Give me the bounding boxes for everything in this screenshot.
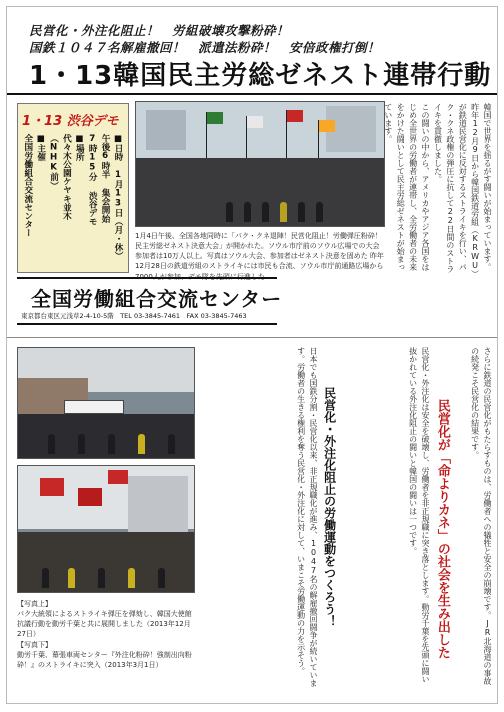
slogan-line-2: 国鉄１０４７名解雇撤回！ 派遣法粉砕！ 安倍政権打倒！ (29, 40, 381, 55)
rally-photo-top (135, 101, 385, 227)
caption-label-upper: 【写真上】 (17, 600, 52, 608)
top-photo-caption-text: 1月4日午後、全国各地同時に「パク・クネ退陣！民営化阻止！労働弾圧粉砕！民主労総ゼネスト決意大会」が開かれた。ソウル市庁前のソウル広場での大会参加者は10万人以上。写真はソウル大会、参加者はゼネスト決意を固めた (135, 232, 382, 261)
main-title: 1・13韓国民主労総ゼネスト連帯行動 (29, 61, 492, 91)
bottom-photo-caption (17, 599, 195, 689)
heading-privatization: 民営化が「命よりカネ」の社会を生み出した (434, 399, 450, 659)
org-address: 東京都台東区元浅草2-4-10-5階 TEL 03-3845-7461 FAX 03-3845-7463 (21, 312, 247, 320)
event-time: 午後6時半 集会開始 (100, 134, 111, 223)
article-top-paragraph-2: この闘いの中から、アメリカやアジア各国をはじめ全世界の労働者が連帯し、全労働者の未来をかけた闘いとして民主労総ゼネストが始まっています。 (383, 103, 431, 271)
org-name: 全国労働組合交流センター (31, 287, 283, 311)
article-bottom-body-middle (341, 347, 431, 689)
article-bottom-paragraph-1: 日本でも国鉄分割・民営化以来、非正規職化が進み、1047名の解雇撤回闘争が続いています。労働者の生きる権利を奪う民営化・外注化に対して、いまこそ労働運動の力を示そう。 (296, 347, 318, 687)
org-banner (17, 277, 283, 325)
caption-text-lower: 動労千葉、幕張車両センター『外注化粉砕！強制出向粉砕！』のストライキに突入（2013年3月1日） (17, 650, 192, 669)
event-details (21, 134, 124, 268)
top-photo-caption (135, 231, 385, 281)
embassy-protest-photo (17, 347, 195, 459)
event-host-name: 全国労働組合交流センター (22, 134, 33, 238)
event-host-heading: ■主催 (35, 134, 46, 162)
article-bottom-body-left (201, 347, 319, 689)
caption-text-upper: パク大統領によるストライキ弾圧を弾劾し、韓国大使館抗議行動を動労千葉と共に展開しました（2013年12月27日） (17, 610, 192, 639)
event-place-1: 代々木公園ケヤキ並木 (61, 134, 72, 220)
event-box (17, 103, 129, 273)
top-photo-caption-text-2: 昨年12月28日の鉄道労組のストライキには市民も合流、ソウル市庁前通路広場から7000人が参加、デモ隊を先頭に行進した (135, 252, 384, 281)
event-demo-time: 7時15分 渋谷デモ (87, 134, 98, 226)
caption-label-lower: 【写真下】 (17, 640, 52, 649)
slogan-line-1: 民営化・外注化阻止！ 労組破壊攻撃粉砕！ (29, 23, 290, 38)
event-title: 1・13 渋谷デモ (22, 114, 119, 129)
article-top (383, 103, 493, 275)
article-top-paragraph-1: 韓国で世界を揺るがす闘いが始まっています。昨年12月9日から韓国鉄道労組（KRWU）が鉄道民営化に反対するストライキを行い、パク・クネ政権の弾圧に抗して22日間のストライキを貫徹しました。 (433, 103, 492, 274)
event-place-heading: ■場所 (74, 134, 85, 162)
heading-labor-movement: 民営化・外注化阻止の労働運動をつくろう！ (322, 387, 337, 627)
strike-photo (17, 465, 195, 593)
event-date: ■日時 1月13日（月・休） (113, 134, 123, 260)
flyer-page (6, 6, 498, 704)
title-divider (7, 93, 497, 95)
section-divider (7, 337, 497, 338)
article-bottom-body-right (455, 347, 493, 689)
article-bottom-paragraph-3: さらに鉄道の民営化がもたらすものは、労働者への犠牲と安全の崩壊です。JR北海道の事故の続発こそ民営化の結果です。 (470, 347, 492, 685)
article-bottom-paragraph-2: 民営化・外注化は安全を破壊し、労働者を非正規職に突き落とします。動労千葉を先頭に闘い抜かれている外注化阻止の闘いと韓国の闘いは一つです。 (408, 347, 430, 683)
event-place-2: （NHK前） (48, 134, 59, 190)
